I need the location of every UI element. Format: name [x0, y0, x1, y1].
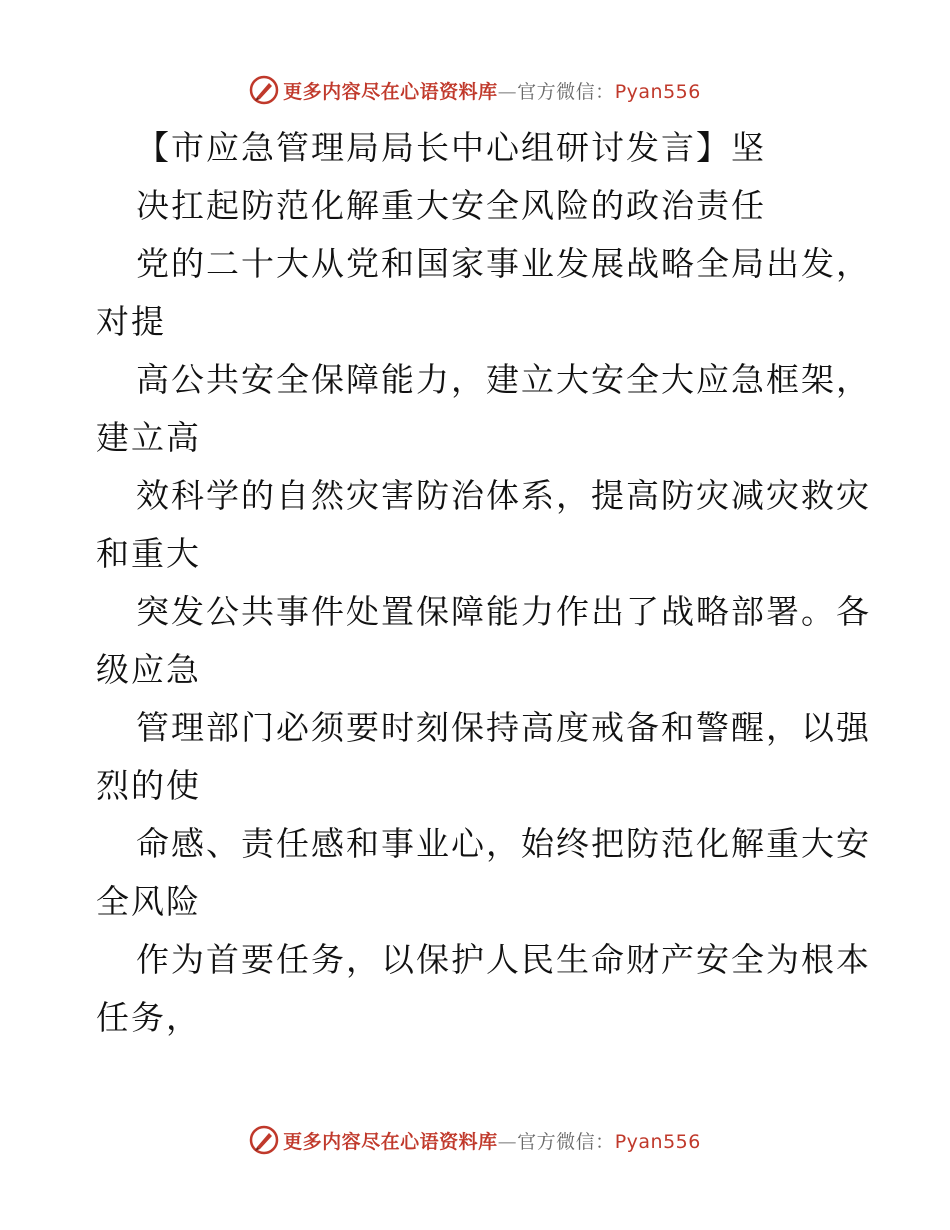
doc-line: 全风险 [96, 882, 201, 921]
doc-line: 党的二十大从党和国家事业发展战略全局出发， [136, 244, 871, 283]
doc-line: 高公共安全保障能力，建立大安全大应急框架， [136, 360, 871, 399]
watermark-text [283, 1127, 701, 1154]
doc-line: 任务， [96, 998, 201, 1037]
doc-line: 作为首要任务，以保护人民生命财产安全为根本 [136, 940, 871, 979]
watermark-dash: — [497, 1130, 518, 1153]
watermark-site: 更多内容尽在心语资料库 [283, 80, 498, 103]
doc-line: 烈的使 [96, 766, 201, 805]
header-watermark [0, 73, 950, 107]
doc-line: 决扛起防范化解重大安全风险的政治责任 [136, 186, 766, 225]
doc-line: 突发公共事件处置保障能力作出了战略部署。各 [136, 592, 871, 631]
doc-line: 对提 [96, 302, 166, 341]
watermark-dash: — [497, 80, 518, 103]
quill-pen-logo-icon [249, 1125, 279, 1155]
watermark-wechat-id: Pyan556 [614, 80, 701, 103]
doc-line-title-1: 【市应急管理局局长中心组研讨发言】坚 [136, 128, 766, 167]
doc-line: 命感、责任感和事业心，始终把防范化解重大安 [136, 824, 871, 863]
watermark-wechat-label: 官方微信： [517, 80, 615, 103]
doc-line: 建立高 [96, 418, 201, 457]
doc-line: 和重大 [96, 534, 201, 573]
footer-watermark [0, 1123, 950, 1157]
quill-pen-logo-icon [249, 75, 279, 105]
watermark-wechat-label: 官方微信： [517, 1130, 615, 1153]
watermark-site: 更多内容尽在心语资料库 [283, 1130, 498, 1153]
doc-line: 管理部门必须要时刻保持高度戒备和警醒，以强 [136, 708, 871, 747]
watermark-wechat-id: Pyan556 [614, 1130, 701, 1153]
doc-line: 效科学的自然灾害防治体系，提高防灾减灾救灾 [136, 476, 871, 515]
doc-line: 级应急 [96, 650, 201, 689]
watermark-text [283, 77, 701, 104]
